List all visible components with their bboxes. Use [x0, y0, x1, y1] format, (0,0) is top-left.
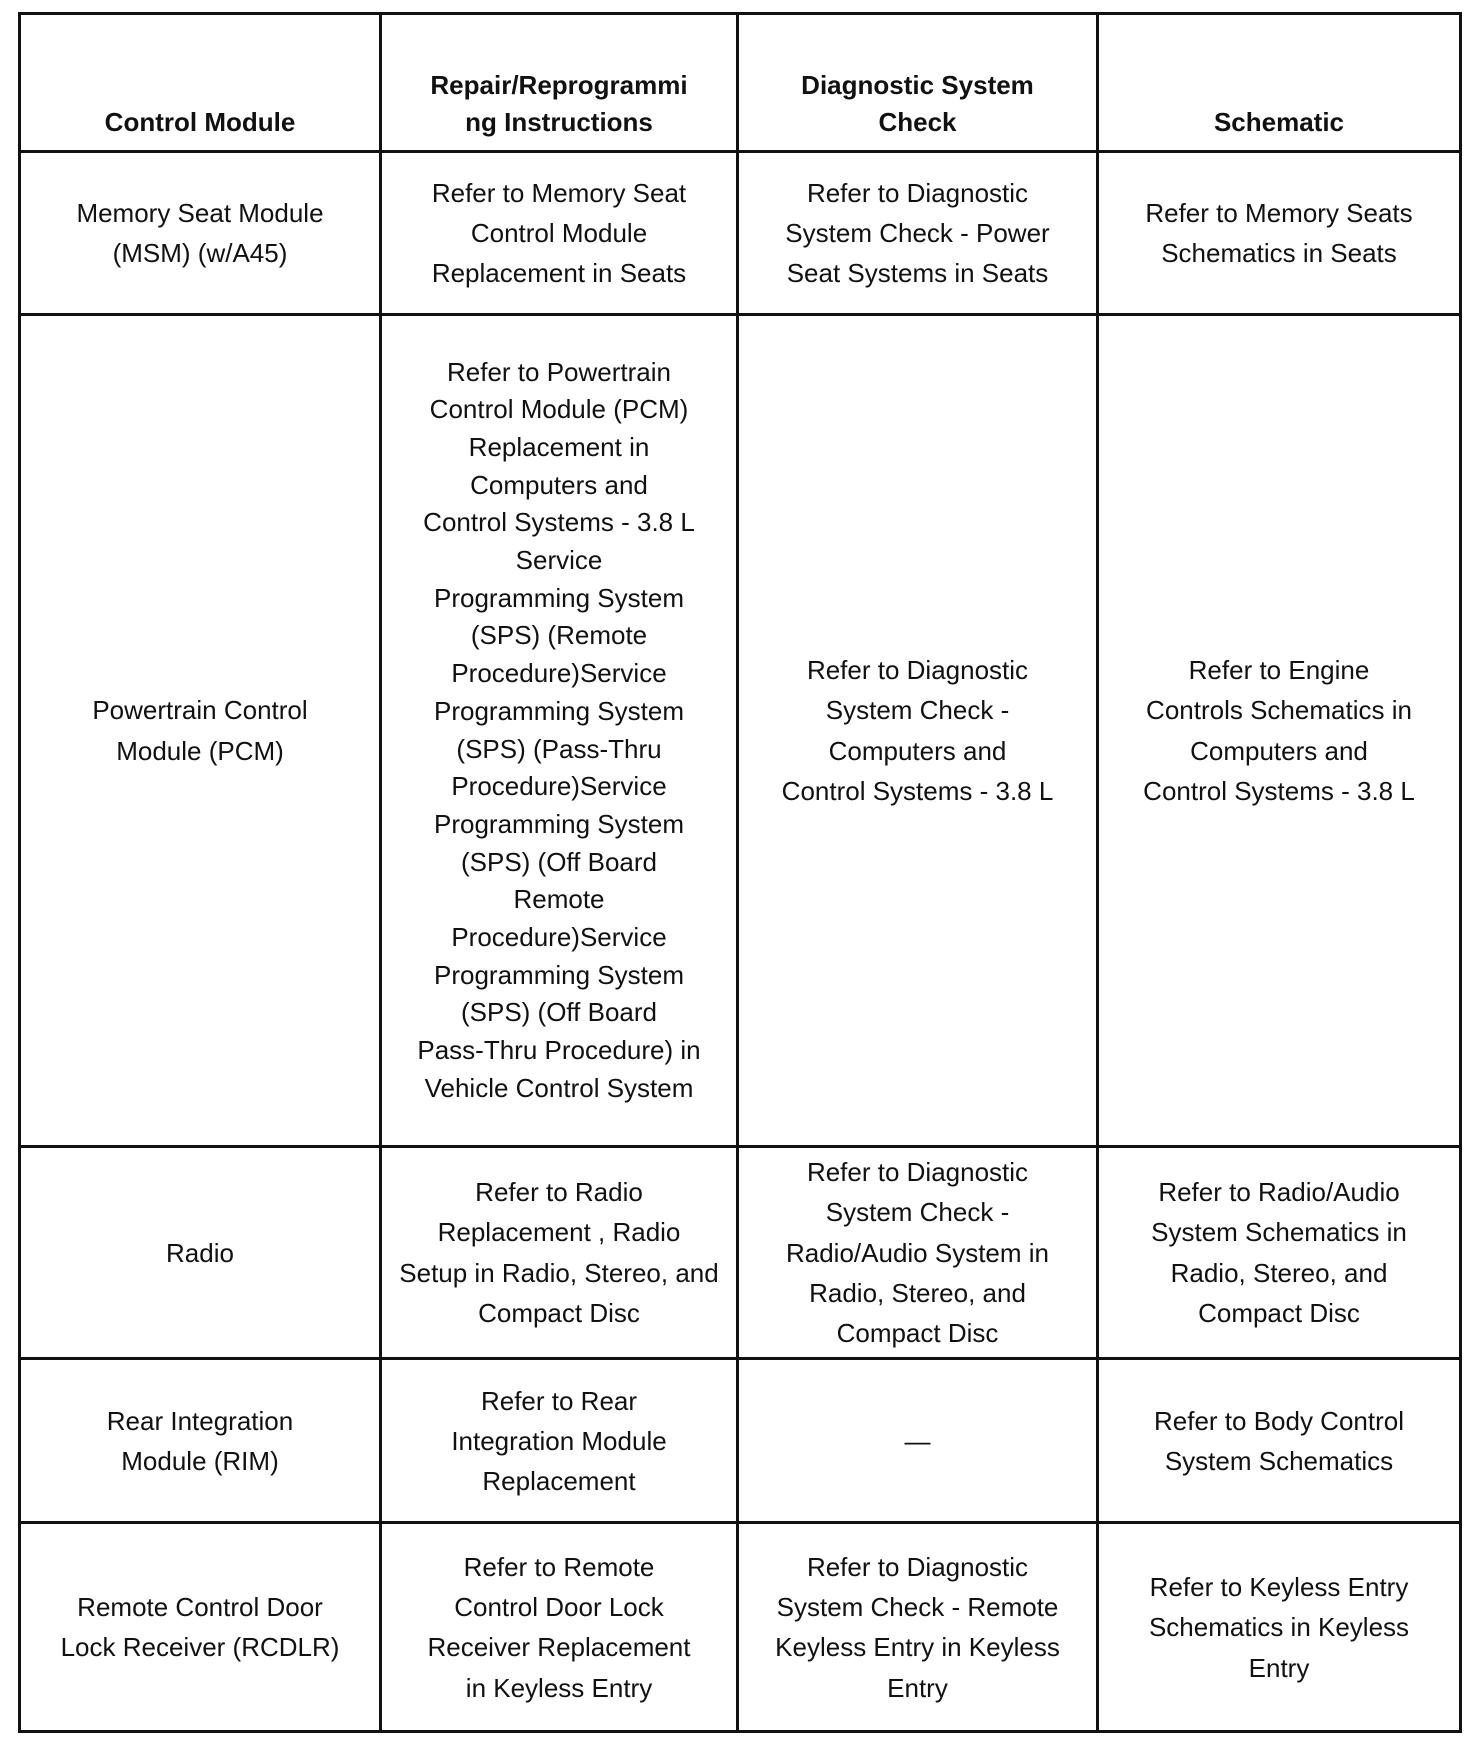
- table-row-radio: [20, 1147, 1461, 1359]
- table-row-msm: [20, 152, 1461, 315]
- control-module-table: [18, 12, 1462, 1733]
- header-repair-instructions: Repair/Reprogrammi ng Instructions: [381, 14, 738, 152]
- cell-module-name: Memory Seat Module (MSM) (w/A45): [20, 152, 381, 315]
- table-row-rcdlr: [20, 1523, 1461, 1732]
- cell-module-name: Radio: [20, 1147, 381, 1359]
- cell-diagnostic-check: Refer to Diagnostic System Check - Radio/Audio System in Radio, Stereo, and Compact Disc: [738, 1147, 1098, 1359]
- header-diagnostic-check: Diagnostic System Check: [738, 14, 1098, 152]
- cell-diagnostic-check: Refer to Diagnostic System Check - Computers and Control Systems - 3.8 L: [738, 315, 1098, 1147]
- cell-module-name: Rear Integration Module (RIM): [20, 1359, 381, 1523]
- table-row-rim: [20, 1359, 1461, 1523]
- cell-module-name: Powertrain Control Module (PCM): [20, 315, 381, 1147]
- cell-repair-instructions: Refer to Radio Replacement , Radio Setup in Radio, Stereo, and Compact Disc: [381, 1147, 738, 1359]
- cell-schematic: Refer to Engine Controls Schematics in Computers and Control Systems - 3.8 L: [1098, 315, 1461, 1147]
- cell-schematic: Refer to Keyless Entry Schematics in Keyless Entry: [1098, 1523, 1461, 1732]
- cell-repair-instructions: Refer to Powertrain Control Module (PCM) Replacement in Computers and Control Systems - 3.8 L Service Programming System (SPS) (Remote Procedure)Service Programming System (SPS) (Pass-Thru Procedure)Service Programming System (SPS) (Off Board Remote Procedure)Service Programming System (SPS) (Off Board Pass-Thru Procedure) in Vehicle Control System: [381, 315, 738, 1147]
- cell-schematic: Refer to Body Control System Schematics: [1098, 1359, 1461, 1523]
- cell-diagnostic-check: Refer to Diagnostic System Check - Remote Keyless Entry in Keyless Entry: [738, 1523, 1098, 1732]
- cell-repair-instructions: Refer to Remote Control Door Lock Receiver Replacement in Keyless Entry: [381, 1523, 738, 1732]
- header-control-module: Control Module: [20, 14, 381, 152]
- cell-diagnostic-check: —: [738, 1359, 1098, 1523]
- table-row-pcm: [20, 315, 1461, 1147]
- cell-module-name: Remote Control Door Lock Receiver (RCDLR): [20, 1523, 381, 1732]
- header-schematic: Schematic: [1098, 14, 1461, 152]
- cell-repair-instructions: Refer to Rear Integration Module Replacement: [381, 1359, 738, 1523]
- cell-schematic: Refer to Radio/Audio System Schematics in Radio, Stereo, and Compact Disc: [1098, 1147, 1461, 1359]
- cell-schematic: Refer to Memory Seats Schematics in Seats: [1098, 152, 1461, 315]
- table-header-row: [20, 14, 1461, 152]
- cell-repair-instructions: Refer to Memory Seat Control Module Replacement in Seats: [381, 152, 738, 315]
- cell-diagnostic-check: Refer to Diagnostic System Check - Power Seat Systems in Seats: [738, 152, 1098, 315]
